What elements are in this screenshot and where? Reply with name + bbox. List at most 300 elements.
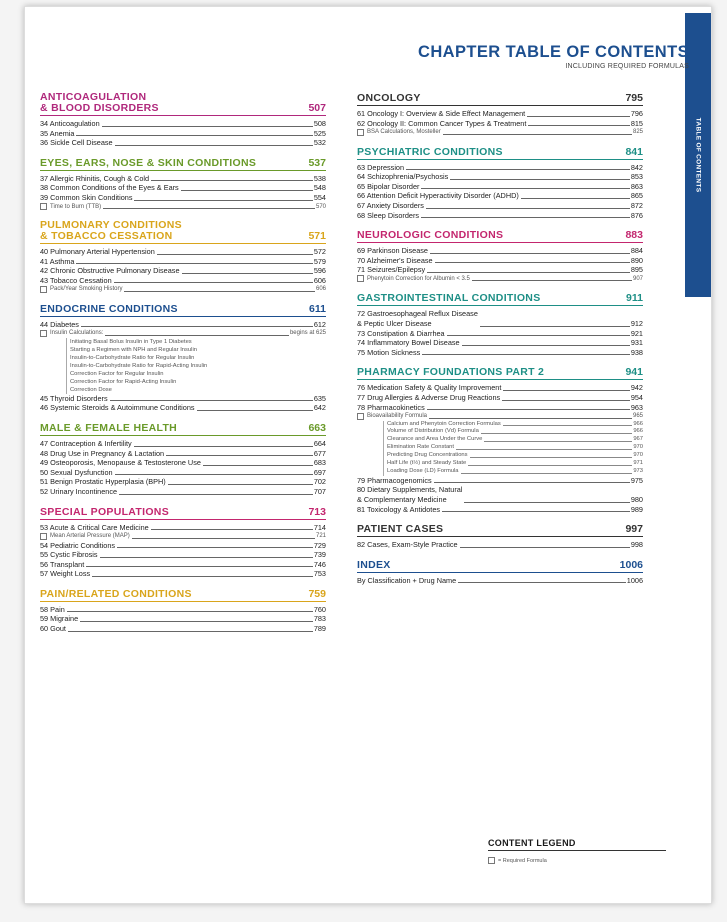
dot-leader bbox=[168, 484, 313, 485]
entry-label: 75 Motion Sickness bbox=[357, 347, 421, 357]
dot-leader bbox=[92, 576, 313, 577]
section-header bbox=[40, 422, 326, 436]
entry-page-number: 677 bbox=[313, 448, 326, 458]
chapter-entry[interactable] bbox=[40, 550, 326, 560]
formula-entry[interactable] bbox=[357, 128, 643, 136]
section-header bbox=[357, 292, 643, 306]
dot-leader bbox=[114, 282, 313, 283]
entry-label: 54 Pediatric Conditions bbox=[40, 540, 116, 550]
formula-label: Half Life (t½) and Steady State bbox=[387, 460, 467, 467]
formula-page-number: 971 bbox=[633, 460, 643, 467]
section-title: NEUROLOGIC CONDITIONS bbox=[357, 229, 504, 242]
page-subtitle: INCLUDING REQUIRED FORMULAS bbox=[565, 63, 689, 70]
entry-label: 59 Migraine bbox=[40, 614, 79, 624]
dot-leader bbox=[86, 566, 313, 567]
entry-page-number: 548 bbox=[313, 183, 326, 193]
section-page-number: 713 bbox=[308, 505, 326, 518]
entry-page-number: 606 bbox=[313, 275, 326, 285]
entry-label: 65 Bipolar Disorder bbox=[357, 181, 420, 191]
chapter-entry[interactable] bbox=[357, 246, 643, 256]
entry-page-number: 907 bbox=[632, 275, 643, 282]
formula-list bbox=[66, 338, 326, 394]
formula-item: Insulin-to-Carbohydrate Ratio for Regular Insulin bbox=[70, 354, 195, 361]
entry-label: 48 Drug Use in Pregnancy & Lactation bbox=[40, 448, 165, 458]
entry-page-number: 596 bbox=[313, 266, 326, 276]
dot-leader bbox=[76, 135, 312, 136]
dot-leader bbox=[81, 326, 313, 327]
entry-page-number: 876 bbox=[630, 210, 643, 220]
entry-page-number: 714 bbox=[313, 522, 326, 532]
dot-leader bbox=[115, 145, 313, 146]
side-tab-label: TABLE OF CONTENTS bbox=[694, 117, 702, 193]
right-column bbox=[357, 92, 643, 594]
entry-label: 67 Anxiety Disorders bbox=[357, 200, 424, 210]
dot-leader bbox=[442, 511, 630, 512]
chapter-entry[interactable] bbox=[357, 403, 643, 413]
section-title: MALE & FEMALE HEALTH bbox=[40, 421, 178, 434]
entry-page-number: 746 bbox=[313, 559, 326, 569]
formula-label: Calcium and Phenytoin Correction Formulas bbox=[387, 420, 501, 427]
entry-page-number: 538 bbox=[313, 173, 326, 183]
dot-leader bbox=[80, 621, 313, 622]
entry-page-number: 606 bbox=[315, 286, 326, 293]
entry-label: 79 Pharmacogenomics bbox=[357, 475, 432, 485]
entry-label: 70 Alzheimer's Disease bbox=[357, 255, 433, 265]
formula-item[interactable] bbox=[384, 444, 643, 452]
chapter-entry[interactable] bbox=[357, 256, 643, 266]
entry-page-number: 1006 bbox=[626, 575, 643, 585]
title-block bbox=[381, 43, 689, 70]
section-title: INDEX bbox=[357, 558, 391, 571]
chapter-entry[interactable] bbox=[40, 487, 326, 497]
chapter-entry[interactable] bbox=[40, 119, 326, 129]
legend-title: CONTENT LEGEND bbox=[488, 838, 666, 851]
chapter-entry[interactable] bbox=[40, 624, 326, 634]
section-header bbox=[357, 366, 643, 380]
dot-leader bbox=[181, 190, 313, 191]
dot-leader bbox=[134, 446, 313, 447]
entry-label: By Classification + Drug Name bbox=[357, 575, 457, 585]
toc-section bbox=[357, 366, 643, 514]
section-page-number: 507 bbox=[308, 102, 326, 114]
dot-leader bbox=[503, 421, 633, 427]
entry-page-number: 783 bbox=[313, 614, 326, 624]
dot-leader bbox=[421, 188, 629, 189]
section-page-number: 663 bbox=[308, 421, 326, 434]
formula-box-icon bbox=[357, 275, 364, 282]
entry-label: 64 Schizophrenia/Psychosis bbox=[357, 172, 449, 182]
formula-label: Loading Dose (LD) Formula bbox=[387, 467, 459, 474]
entry-label: 66 Attention Deficit Hyperactivity Disorder (ADHD) bbox=[357, 191, 519, 201]
formula-box-icon bbox=[40, 286, 47, 293]
entry-page-number: 739 bbox=[313, 550, 326, 560]
entry-label: 45 Thyroid Disorders bbox=[40, 393, 108, 403]
entry-label: 76 Medication Safety & Quality Improvement bbox=[357, 383, 502, 393]
chapter-entry[interactable] bbox=[357, 163, 643, 173]
entry-page-number: 890 bbox=[630, 255, 643, 265]
entry-page-number: 697 bbox=[313, 467, 326, 477]
dot-leader bbox=[151, 529, 313, 530]
formula-label: Predicting Drug Concentrations bbox=[387, 452, 468, 459]
entry-label: 47 Contraception & Infertility bbox=[40, 438, 132, 448]
formula-item[interactable] bbox=[384, 460, 643, 468]
entry-page-number: 635 bbox=[313, 393, 326, 403]
entry-label: 82 Cases, Exam-Style Practice bbox=[357, 540, 458, 550]
dot-leader bbox=[182, 273, 313, 274]
toc-section bbox=[357, 292, 643, 357]
dot-leader bbox=[134, 200, 312, 201]
chapter-entry[interactable] bbox=[40, 560, 326, 570]
section-page-number: 611 bbox=[309, 302, 326, 315]
dot-leader bbox=[157, 254, 313, 255]
formula-item: Correction Dose bbox=[70, 386, 112, 393]
dot-leader bbox=[427, 409, 630, 410]
section-header bbox=[357, 146, 643, 160]
chapter-entry[interactable] bbox=[357, 348, 643, 358]
formula-page-number: 970 bbox=[633, 444, 643, 451]
chapter-entry[interactable] bbox=[40, 183, 326, 193]
toc-section bbox=[40, 506, 326, 579]
dot-leader bbox=[100, 557, 313, 558]
chapter-entry[interactable] bbox=[40, 174, 326, 184]
section-title: GASTROINTESTINAL CONDITIONS bbox=[357, 292, 541, 305]
section-page-number: 841 bbox=[625, 145, 643, 158]
chapter-entry[interactable] bbox=[40, 276, 326, 286]
section-header bbox=[357, 559, 643, 573]
dot-leader bbox=[76, 263, 312, 264]
chapter-entry[interactable] bbox=[357, 265, 643, 275]
entry-label: 81 Toxicology & Antidotes bbox=[357, 504, 441, 514]
formula-box-icon bbox=[357, 413, 364, 420]
entry-page-number: 884 bbox=[630, 246, 643, 256]
toc-section bbox=[40, 220, 326, 294]
chapter-entry[interactable] bbox=[40, 266, 326, 276]
dot-leader bbox=[105, 335, 289, 336]
entry-label: 44 Diabetes bbox=[40, 319, 79, 329]
entry-label: 77 Drug Allergies & Adverse Drug Reactions bbox=[357, 392, 501, 402]
formula-box-icon bbox=[357, 129, 364, 136]
toc-section bbox=[357, 523, 643, 550]
section-header bbox=[40, 92, 326, 116]
section-header bbox=[40, 506, 326, 520]
chapter-entry[interactable] bbox=[40, 439, 326, 449]
formula-page-number: 967 bbox=[633, 436, 643, 443]
entry-page-number: 525 bbox=[313, 128, 326, 138]
formula-box-icon bbox=[40, 533, 47, 540]
formula-item[interactable] bbox=[384, 421, 643, 429]
dot-leader bbox=[480, 326, 630, 327]
page-title: CHAPTER TABLE OF CONTENTS bbox=[418, 43, 689, 61]
chapter-entry[interactable] bbox=[40, 320, 326, 330]
dot-leader bbox=[203, 465, 313, 466]
formula-item[interactable] bbox=[384, 452, 643, 460]
formula-entry[interactable] bbox=[357, 412, 643, 420]
toc-section bbox=[357, 146, 643, 221]
entry-label: BSA Calculations, Mosteller bbox=[367, 129, 441, 136]
chapter-entry[interactable] bbox=[40, 449, 326, 459]
formula-item[interactable] bbox=[384, 428, 643, 436]
toc-section bbox=[357, 559, 643, 586]
dot-leader bbox=[110, 400, 313, 401]
chapter-entry[interactable] bbox=[357, 201, 643, 211]
chapter-entry[interactable] bbox=[40, 477, 326, 487]
chapter-entry[interactable] bbox=[40, 541, 326, 551]
section-header bbox=[40, 220, 326, 244]
dot-leader bbox=[468, 460, 632, 466]
entry-label: 42 Chronic Obstructive Pulmonary Disease bbox=[40, 266, 180, 276]
entry-label: Time to Burn (TTB) bbox=[50, 203, 102, 210]
entry-page-number: 570 bbox=[315, 203, 326, 210]
chapter-entry[interactable] bbox=[357, 338, 643, 348]
entry-page-number: 612 bbox=[313, 319, 326, 329]
entry-page-number: 872 bbox=[630, 200, 643, 210]
formula-entry[interactable] bbox=[357, 275, 643, 283]
chapter-entry[interactable] bbox=[357, 476, 643, 486]
formula-item: Correction Factor for Regular Insulin bbox=[70, 370, 164, 377]
toc-section bbox=[357, 92, 643, 137]
formula-list bbox=[383, 421, 643, 476]
entry-label: 58 Pain bbox=[40, 604, 65, 614]
section-title: PSYCHIATRIC CONDITIONS bbox=[357, 145, 503, 158]
section-header bbox=[357, 229, 643, 243]
dot-leader bbox=[151, 180, 313, 181]
dot-leader bbox=[426, 208, 630, 209]
entry-label: 35 Anemia bbox=[40, 128, 75, 138]
entry-label: 68 Sleep Disorders bbox=[357, 210, 420, 220]
chapter-entry[interactable] bbox=[357, 182, 643, 192]
formula-box-icon bbox=[40, 330, 47, 337]
entry-label: 39 Common Skin Conditions bbox=[40, 192, 133, 202]
left-column bbox=[40, 92, 326, 643]
chapter-entry[interactable] bbox=[357, 393, 643, 403]
entry-label: 80 Dietary Supplements, Natural & Complementary Medicine bbox=[357, 485, 463, 505]
formula-page-number: 966 bbox=[633, 428, 643, 435]
dot-leader bbox=[461, 468, 633, 474]
section-title: SPECIAL POPULATIONS bbox=[40, 505, 169, 518]
chapter-entry[interactable] bbox=[357, 576, 643, 586]
chapter-entry[interactable] bbox=[357, 540, 643, 550]
chapter-entry[interactable] bbox=[40, 614, 326, 624]
dot-leader bbox=[503, 390, 629, 391]
entry-page-number: 842 bbox=[630, 162, 643, 172]
chapter-entry[interactable] bbox=[40, 468, 326, 478]
dot-leader bbox=[458, 582, 626, 583]
entry-page-number: 815 bbox=[630, 118, 643, 128]
dot-leader bbox=[456, 444, 632, 450]
chapter-entry[interactable] bbox=[40, 247, 326, 257]
toc-section bbox=[357, 229, 643, 283]
entry-page-number: 989 bbox=[630, 504, 643, 514]
dot-leader bbox=[470, 452, 633, 458]
entry-label: 72 Gastroesophageal Reflux Disease & Peptic Ulcer Disease bbox=[357, 309, 478, 328]
formula-entry[interactable] bbox=[40, 285, 326, 293]
dot-leader bbox=[521, 198, 630, 199]
chapter-entry[interactable] bbox=[40, 605, 326, 615]
dot-leader bbox=[464, 502, 629, 503]
dot-leader bbox=[427, 272, 630, 273]
dot-leader bbox=[472, 280, 632, 281]
section-title: PULMONARY CONDITIONS & TOBACCO CESSATION bbox=[40, 218, 182, 242]
section-page-number: 537 bbox=[308, 156, 326, 169]
section-page-number: 883 bbox=[625, 229, 643, 242]
entry-label: Phenytoin Correction for Albumin < 3.5 bbox=[367, 275, 470, 282]
dot-leader bbox=[528, 125, 629, 126]
entry-page-number: 825 bbox=[632, 129, 643, 136]
entry-page-number: 942 bbox=[630, 383, 643, 393]
entry-page-number: 921 bbox=[630, 328, 643, 338]
chapter-entry[interactable] bbox=[357, 119, 643, 129]
chapter-entry[interactable] bbox=[40, 569, 326, 579]
dot-leader bbox=[422, 354, 630, 355]
chapter-entry[interactable] bbox=[40, 458, 326, 468]
entry-label: 34 Anticoagulation bbox=[40, 119, 100, 128]
entry-label: 78 Pharmacokinetics bbox=[357, 402, 425, 412]
dot-leader bbox=[527, 116, 630, 117]
entry-label: 41 Asthma bbox=[40, 256, 75, 266]
dot-leader bbox=[421, 217, 630, 218]
dot-leader bbox=[166, 455, 313, 456]
section-page-number: 997 bbox=[625, 523, 643, 536]
entry-page-number: 998 bbox=[630, 540, 643, 550]
entry-label: 40 Pulmonary Arterial Hypertension bbox=[40, 246, 155, 256]
formula-entry[interactable] bbox=[40, 203, 326, 211]
entry-label: 46 Systemic Steroids & Autoimmune Conditions bbox=[40, 403, 195, 413]
entry-label: Bioavailability Formula bbox=[367, 413, 428, 420]
entry-page-number: 721 bbox=[315, 533, 326, 540]
chapter-entry[interactable] bbox=[40, 394, 326, 404]
chapter-entry[interactable] bbox=[357, 211, 643, 221]
entry-label: 61 Oncology I: Overview & Side Effect Management bbox=[357, 109, 526, 118]
chapter-entry[interactable] bbox=[357, 329, 643, 339]
entry-label: Insulin Calculations: bbox=[50, 330, 104, 337]
entry-page-number: 963 bbox=[630, 402, 643, 412]
dot-leader bbox=[429, 418, 632, 419]
section-title: EYES, EARS, NOSE & SKIN CONDITIONS bbox=[40, 156, 257, 169]
entry-label: 62 Oncology II: Common Cancer Types & Treatment bbox=[357, 118, 527, 128]
entry-page-number: 895 bbox=[630, 265, 643, 275]
section-header bbox=[40, 157, 326, 171]
content-legend bbox=[488, 838, 666, 864]
entry-label: 55 Cystic Fibrosis bbox=[40, 550, 98, 560]
section-title: PAIN/RELATED CONDITIONS bbox=[40, 587, 192, 600]
dot-leader bbox=[68, 631, 313, 632]
formula-page-number: 973 bbox=[633, 467, 643, 474]
formula-page-number: 970 bbox=[633, 452, 643, 459]
entry-label: 60 Gout bbox=[40, 624, 66, 634]
formula-box-icon bbox=[488, 857, 495, 864]
entry-label: 52 Urinary Incontinence bbox=[40, 486, 118, 496]
entry-page-number: 642 bbox=[313, 403, 326, 413]
dot-leader bbox=[132, 538, 315, 539]
formula-item: Insulin-to-Carbohydrate Ratio for Rapid-Acting Insulin bbox=[70, 362, 208, 369]
chapter-entry[interactable] bbox=[357, 485, 643, 504]
chapter-entry[interactable] bbox=[40, 138, 326, 148]
chapter-entry[interactable] bbox=[40, 403, 326, 413]
section-title: PHARMACY FOUNDATIONS PART 2 bbox=[357, 366, 545, 379]
entry-label: 37 Allergic Rhinitis, Cough & Cold bbox=[40, 173, 150, 183]
entry-label: 51 Benign Prostatic Hyperplasia (BPH) bbox=[40, 477, 166, 487]
section-page-number: 1006 bbox=[619, 558, 643, 571]
formula-entry[interactable] bbox=[40, 329, 326, 337]
formula-item[interactable] bbox=[384, 468, 643, 476]
entry-page-number: 789 bbox=[313, 624, 326, 634]
section-page-number: 759 bbox=[308, 587, 326, 600]
entry-label: 36 Sickle Cell Disease bbox=[40, 138, 113, 148]
entry-page-number: 931 bbox=[630, 338, 643, 348]
entry-label: 53 Acute & Critical Care Medicine bbox=[40, 522, 149, 532]
section-title: PATIENT CASES bbox=[357, 523, 444, 536]
dot-leader bbox=[430, 253, 630, 254]
dot-leader bbox=[502, 400, 630, 401]
legend-item-label: = Required Formula bbox=[498, 857, 547, 864]
chapter-entry[interactable] bbox=[357, 191, 643, 201]
dot-leader bbox=[103, 208, 315, 209]
entry-page-number: 980 bbox=[630, 495, 643, 505]
chapter-entry[interactable] bbox=[357, 109, 643, 119]
toc-section bbox=[40, 157, 326, 211]
chapter-entry[interactable] bbox=[40, 193, 326, 203]
section-header bbox=[40, 588, 326, 602]
entry-page-number: 954 bbox=[630, 392, 643, 402]
entry-page-number: 707 bbox=[313, 486, 326, 496]
section-header bbox=[357, 523, 643, 537]
chapter-entry[interactable] bbox=[357, 172, 643, 182]
entry-label: Mean Arterial Pressure (MAP) bbox=[50, 533, 130, 540]
section-page-number: 571 bbox=[308, 229, 326, 242]
chapter-entry[interactable] bbox=[40, 523, 326, 533]
entry-page-number: 753 bbox=[313, 569, 326, 579]
chapter-entry[interactable] bbox=[40, 129, 326, 139]
entry-label: 71 Seizures/Epilepsy bbox=[357, 265, 426, 275]
chapter-entry[interactable] bbox=[40, 257, 326, 267]
chapter-entry[interactable] bbox=[357, 383, 643, 393]
entry-page-number: 853 bbox=[630, 172, 643, 182]
formula-item[interactable] bbox=[384, 436, 643, 444]
formula-entry[interactable] bbox=[40, 532, 326, 540]
section-page-number: 911 bbox=[626, 292, 643, 305]
entry-page-number: 664 bbox=[313, 438, 326, 448]
formula-label: Volume of Distribution (Vd) Formula bbox=[387, 428, 479, 435]
dot-leader bbox=[434, 482, 630, 483]
dot-leader bbox=[462, 345, 630, 346]
dot-leader bbox=[481, 428, 633, 434]
entry-page-number: 760 bbox=[313, 604, 326, 614]
formula-label: Clearance and Area Under the Curve bbox=[387, 436, 483, 443]
entry-page-number: 554 bbox=[313, 192, 326, 202]
dot-leader bbox=[117, 547, 313, 548]
toc-section bbox=[40, 303, 326, 413]
chapter-entry[interactable] bbox=[357, 505, 643, 515]
section-title: ENDOCRINE CONDITIONS bbox=[40, 302, 178, 315]
entry-page-number: begins at 625 bbox=[289, 330, 326, 337]
section-page-number: 795 bbox=[625, 92, 643, 104]
legend-item bbox=[488, 857, 666, 864]
entry-label: 69 Parkinson Disease bbox=[357, 246, 428, 256]
entry-label: 50 Sexual Dysfunction bbox=[40, 467, 113, 477]
entry-page-number: 683 bbox=[313, 458, 326, 468]
entry-page-number: 965 bbox=[632, 413, 643, 420]
entry-page-number: 572 bbox=[313, 246, 326, 256]
dot-leader bbox=[67, 611, 313, 612]
entry-page-number: 912 bbox=[630, 318, 643, 328]
entry-label: 63 Depression bbox=[357, 162, 405, 172]
entry-page-number: 532 bbox=[313, 138, 326, 148]
entry-page-number: 508 bbox=[313, 119, 326, 128]
dot-leader bbox=[119, 494, 313, 495]
formula-box-icon bbox=[40, 203, 47, 210]
toc-section bbox=[40, 588, 326, 634]
chapter-entry[interactable] bbox=[357, 309, 643, 328]
